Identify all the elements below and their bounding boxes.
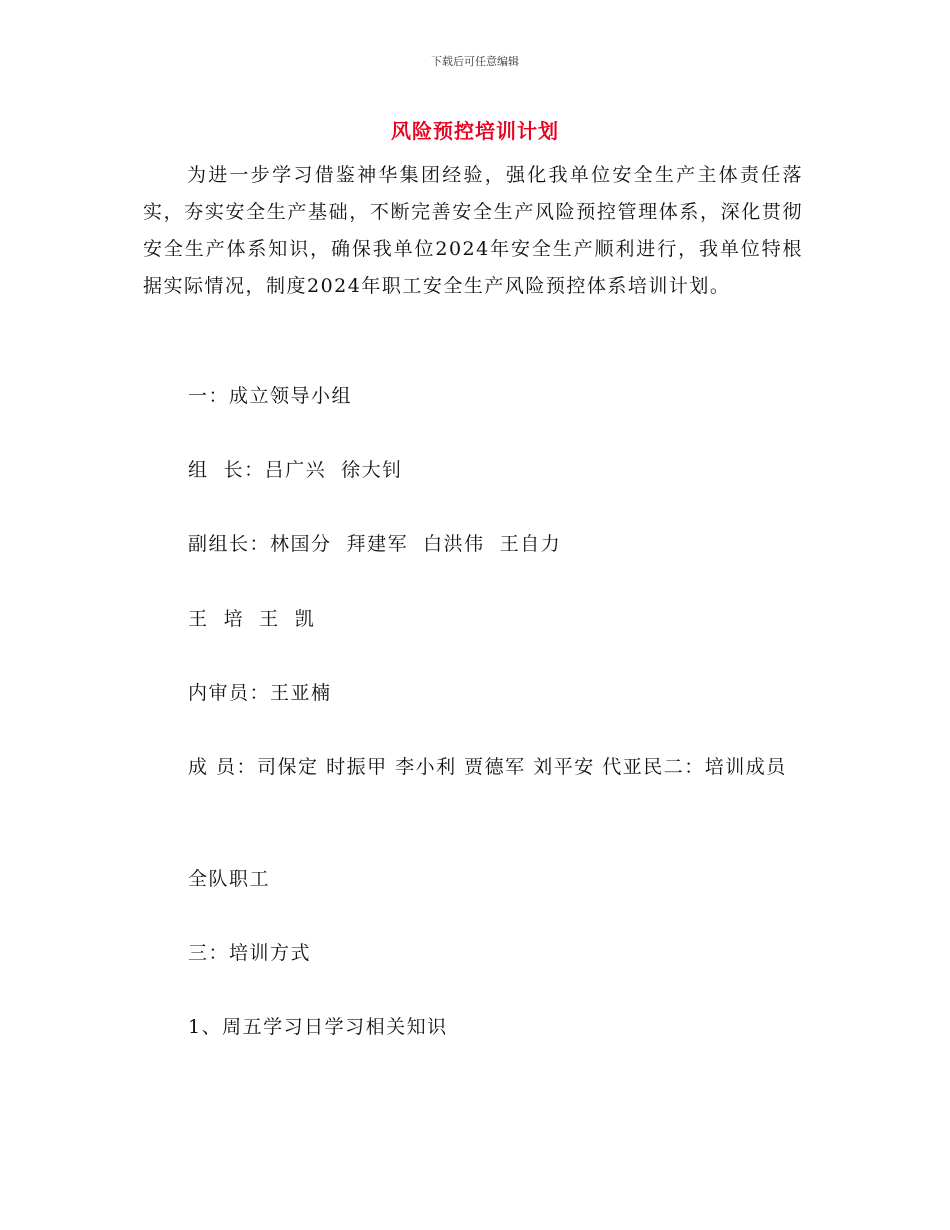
auditor-line: 内审员：王亚楠 bbox=[188, 682, 332, 704]
vice-leader-line: 副组长：林国分 拜建军 白洪伟 王自力 bbox=[188, 533, 562, 555]
intro-paragraph: 为进一步学习借鉴神华集团经验，强化我单位安全生产主体责任落实，夯实安全生产基础，不断完善安全生产风险预控管理体系，深化贯彻安全生产体系知识，确保我单位2024年安全生产顺利进行，我单位特根据实际情况，制度2024年职工安全生产风险预控体系培训计划。 bbox=[143, 164, 803, 297]
members-line: 成 员：司保定 时振甲 李小利 贾德军 刘平安 代亚民二：培训成员 bbox=[188, 756, 787, 778]
training-item-1: 1、周五学习日学习相关知识 bbox=[188, 1016, 448, 1038]
leader-line: 组 长：吕广兴 徐大钊 bbox=[188, 459, 403, 481]
all-staff-line: 全队职工 bbox=[188, 868, 271, 890]
vice-leader-continued-line: 王 培 王 凯 bbox=[188, 608, 316, 630]
document-title: 风险预控培训计划 bbox=[391, 119, 559, 143]
section-heading-leadership: 一：成立领导小组 bbox=[188, 385, 353, 407]
section-heading-training-method: 三：培训方式 bbox=[188, 942, 312, 964]
header-note: 下载后可任意编辑 bbox=[431, 55, 519, 68]
